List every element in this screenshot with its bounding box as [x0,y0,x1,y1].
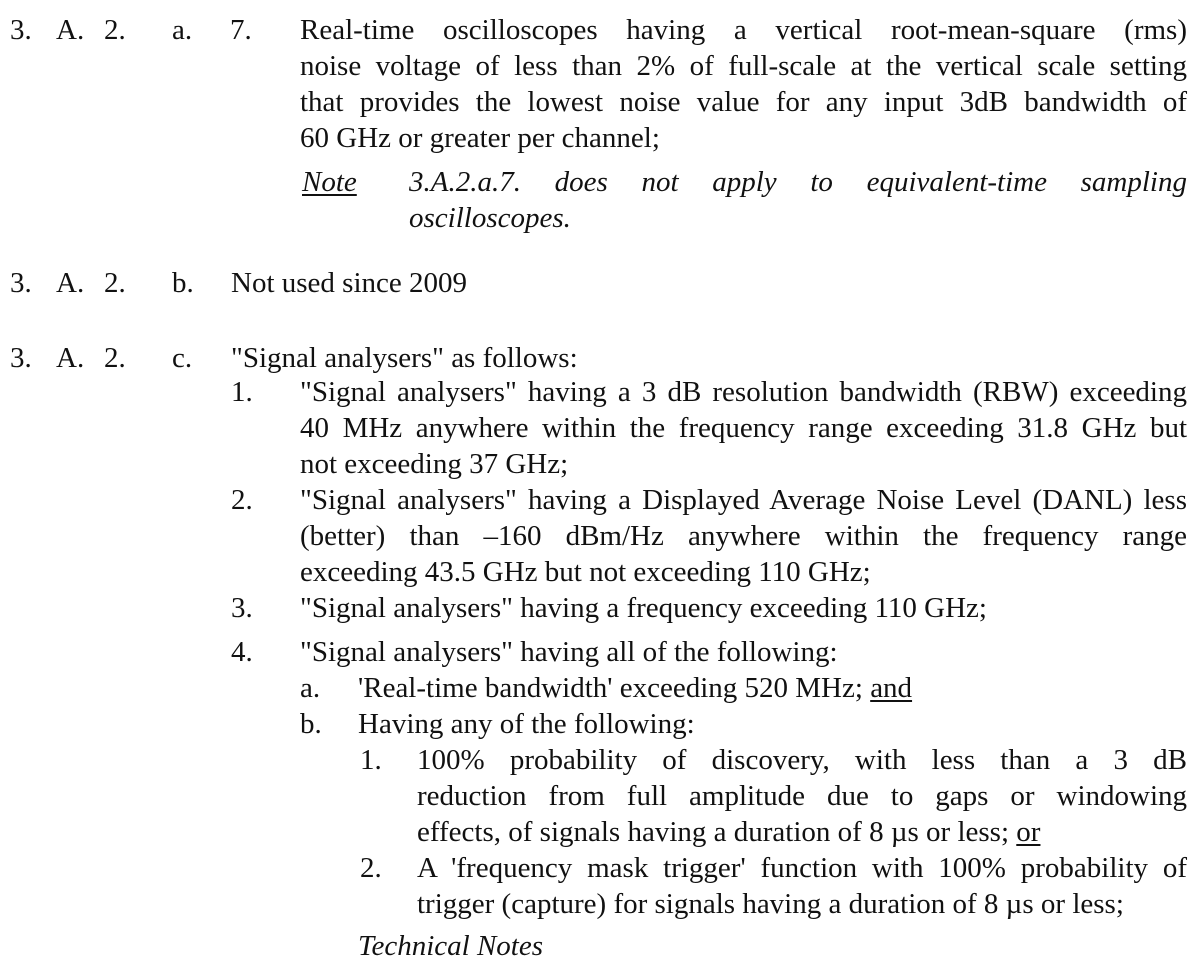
body-line: noise voltage of less than 2% of full-scale at the vertical scale setting [300,50,1187,82]
section-intro: "Signal analysers" as follows: [231,342,578,374]
sub-text: 'Real-time bandwidth' exceeding 520 MHz; [358,672,863,704]
body-line: reduction from full amplitude due to gaps or windowing [417,780,1187,812]
para-cat: A. [56,342,85,374]
body-line: "Signal analysers" having a Displayed Average Noise Level (DANL) less [300,484,1187,516]
technical-notes-heading: Technical Notes [358,930,544,962]
item-num: 2. [231,484,253,516]
body-line [358,670,912,706]
note-line: oscilloscopes. [409,202,571,234]
note-line: 3.A.2.a.7. does not apply to equivalent-time sampling [409,166,1187,198]
body-text: effects, of signals having a duration of 8 µs or less; [417,816,1010,848]
para-cat: A. [56,14,85,46]
item-num: 3. [231,592,253,624]
para-num: 3. [10,342,32,374]
para-sub: a. [172,14,193,46]
body-line: 40 MHz anywhere within the frequency range exceeding 31.8 GHz but [300,412,1187,444]
body-line: (better) than –160 dBm/Hz anywhere within the frequency range [300,520,1187,552]
item-num: 2. [360,852,382,884]
item-num: 1. [231,376,253,408]
conjunction: and [870,672,913,704]
note-label: Note [302,166,357,198]
para-grp: 2. [104,267,126,299]
para-num: 3. [10,267,32,299]
conjunction: or [1016,816,1041,848]
body-line: exceeding 43.5 GHz but not exceeding 110 GHz; [300,556,871,588]
sub-letter: b. [300,708,322,740]
item-num: 4. [231,636,253,668]
body-line [417,814,1040,850]
body-line: Real-time oscilloscopes having a vertical root-mean-square (rms) [300,14,1187,46]
body-line: Having any of the following: [358,708,695,740]
para-grp: 2. [104,14,126,46]
body-line: A 'frequency mask trigger' function with 100% probability of [417,852,1187,884]
body-line: not exceeding 37 GHz; [300,448,569,480]
body-line: "Signal analysers" having all of the following: [300,636,838,668]
body-line: 60 GHz or greater per channel; [300,122,660,154]
para-num: 3. [10,14,32,46]
body-line: that provides the lowest noise value for any input 3dB bandwidth of [300,86,1187,118]
body-line: "Signal analysers" having a 3 dB resolution bandwidth (RBW) exceeding [300,376,1187,408]
item-num: 1. [360,744,382,776]
body-line: Not used since 2009 [231,267,467,299]
sub-letter: a. [300,672,321,704]
para-sub: b. [172,267,194,299]
para-sub: c. [172,342,193,374]
para-grp: 2. [104,342,126,374]
para-item: 7. [230,14,252,46]
body-line: 100% probability of discovery, with less than a 3 dB [417,744,1187,776]
para-cat: A. [56,267,85,299]
body-line: trigger (capture) for signals having a duration of 8 µs or less; [417,888,1124,920]
body-line: "Signal analysers" having a frequency exceeding 110 GHz; [300,592,987,624]
